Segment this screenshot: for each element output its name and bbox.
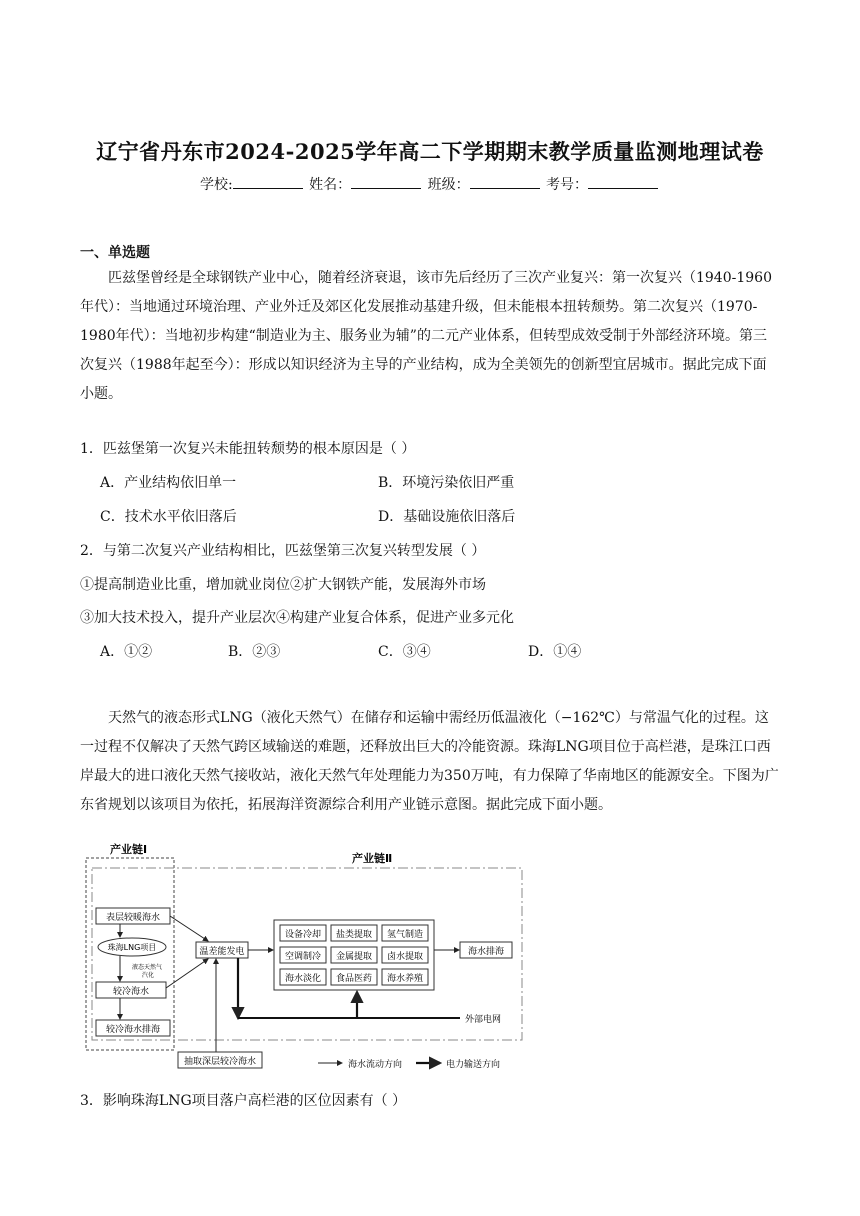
number-label: 考号：	[546, 177, 589, 193]
industry-metal-extraction: 金属提取	[335, 952, 373, 962]
cold-seawater-label: 较冷海水	[112, 987, 150, 997]
seawater-discharge-label: 海水排海	[467, 947, 505, 957]
lng-note-liquid: 液态天然气	[132, 964, 163, 971]
deep-cold-water-label: 抽取深层较冷海水	[183, 1057, 257, 1067]
name-blank	[351, 176, 421, 189]
industry-equipment-cooling: 设备冷却	[284, 930, 322, 940]
question-2-statements-2: ③加大技术投入，提升产业层次④构建产业复合体系，促进产业多元化	[80, 610, 514, 626]
question-1-stem: 1．匹兹堡第一次复兴未能扭转颓势的根本原因是（ ）	[80, 441, 416, 457]
industry-brine-extraction: 卤水提取	[386, 952, 424, 962]
lng-note-vapor: 汽化	[142, 972, 155, 979]
class-label: 班级：	[427, 177, 470, 193]
passage-pittsburgh: 匹兹堡曾经是全球钢铁产业中心，随着经济衰退，该市先后经历了三次产业复兴：第一次复兴（1940-1960年代）：当地通过环境治理、产业外迁及郊区化发展推动基建升级，但未能根本扭转颓势。第二次复兴（1970-1980年代）：当地初步构建“制造业为主、服务业为辅”的二元产业体系，但转型成效受制于外部经济环境。第三次复兴（1988年起至今）：形成以知识经济为主导的产业结构，成为全美领先的创新型宜居城市。据此完成下面小题。	[80, 270, 772, 402]
question-2-stem: 2．与第二次复兴产业结构相比，匹兹堡第三次复兴转型发展（ ）	[80, 543, 486, 559]
question-2-option-a: A．①②	[100, 644, 153, 660]
industry-desalination: 海水淡化	[284, 974, 322, 984]
class-blank	[470, 176, 540, 189]
legend-power-label: 电力输送方向	[446, 1060, 501, 1070]
question-2-option-d: D．①④	[528, 644, 582, 660]
industry-salt-extraction: 盐类提取	[335, 930, 373, 940]
question-2-option-c: C．③④	[378, 644, 431, 660]
legend-flow-label: 海水流动方向	[348, 1060, 403, 1070]
school-blank	[233, 176, 303, 189]
section-heading: 一、单选题	[80, 245, 150, 261]
cold-seawater-discharge-label: 较冷海水排海	[105, 1025, 161, 1035]
industry-hydrogen: 氢气制造	[386, 930, 424, 940]
passage-lng: 天然气的液态形式LNG（液化天然气）在储存和运输中需经历低温液化（−162℃）与常温气化的过程。这一过程不仅解决了天然气跨区域输送的难题，还释放出巨大的冷能资源。珠海LNG项目位于高栏港，是珠江口西岸最大的进口液化天然气接收站，液化天然气年处理能力为350万吨，有力保障了华南地区的能源安全。下图为广东省规划以该项目为依托，拓展海洋资源综合利用产业链示意图。据此完成下面小题。	[80, 710, 779, 813]
question-2-statements-1: ①提高制造业比重，增加就业岗位②扩大钢铁产能，发展海外市场	[80, 577, 486, 593]
chain-1-label: 产业链Ⅰ	[110, 843, 148, 856]
name-label: 姓名：	[309, 177, 352, 193]
thermal-power-label: 温差能发电	[199, 947, 245, 957]
question-3-stem: 3．影响珠海LNG项目落户高栏港的区位因素有（ ）	[80, 1093, 407, 1109]
question-1-option-d: D．基础设施依旧落后	[378, 509, 516, 525]
question-2-option-b: B．②③	[228, 644, 281, 660]
industry-chain-diagram	[80, 838, 540, 1078]
industry-food-medicine: 食品医药	[335, 974, 373, 984]
question-1-option-c: C．技术水平依旧落后	[100, 509, 237, 525]
industry-air-conditioning: 空调制冷	[284, 952, 322, 962]
student-info-line	[0, 174, 860, 194]
chain-2-label: 产业链Ⅱ	[352, 852, 393, 865]
external-grid-label: 外部电网	[465, 1015, 502, 1025]
school-label: 学校:	[199, 177, 233, 193]
question-1-option-b: B．环境污染依旧严重	[378, 475, 515, 491]
page-title: 辽宁省丹东市2024-2025学年高二下学期期末教学质量监测地理试卷	[96, 139, 764, 164]
warm-seawater-label: 表层较暖海水	[105, 913, 161, 923]
question-1-option-a: A．产业结构依旧单一	[100, 475, 237, 491]
lng-project-label: 珠海LNG项目	[107, 943, 157, 952]
number-blank	[588, 176, 658, 189]
industry-aquaculture: 海水养殖	[386, 974, 424, 984]
